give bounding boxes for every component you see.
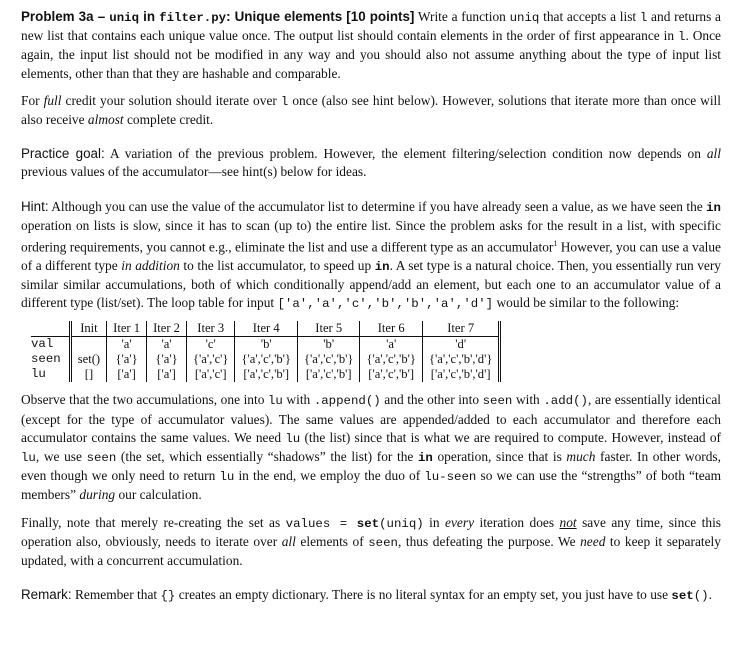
- table-cell: 'a': [147, 337, 187, 353]
- document-page: [21, 8, 721, 605]
- table-cell: {'a','c','b'}: [235, 352, 297, 367]
- table-cell: {'a','c','b'}: [360, 352, 422, 367]
- table-cell: 'd': [422, 337, 499, 353]
- loop-table: [31, 321, 501, 382]
- header-corner: [31, 321, 70, 337]
- table-row-lu: [31, 367, 500, 382]
- row-label: lu: [31, 367, 70, 382]
- remark-paragraph: Remark: Remember that {} creates an empty dictionary. There is no literal syntax for an empty set, you just have to use set().: [21, 587, 712, 604]
- hint-label: Hint:: [21, 198, 49, 214]
- table-cell: ['a','c']: [186, 367, 235, 382]
- table-cell: 'c': [186, 337, 235, 353]
- header-cell: Iter 6: [360, 321, 422, 337]
- problem-statement: Problem 3a – uniq in filter.py: Unique elements [10 points] Write a function uniq that accepts a list l and returns a new list that contains each unique value once. The output list should contain elements in the order of first appearance in l. Once again, the input list should not be modified in any way and you should also not assume anything about the type of input list elements, other than that they are hashable and comparable.: [21, 9, 721, 81]
- table-cell: []: [70, 367, 106, 382]
- table-cell: {'a','c','b','d'}: [422, 352, 499, 367]
- table-row-val: [31, 337, 500, 353]
- problem-title: Problem 3a – uniq in filter.py: Unique elements [10 points]: [21, 9, 415, 25]
- table-cell: {'a'}: [107, 352, 147, 367]
- table-cell: {'a','c','b'}: [297, 352, 359, 367]
- observe-paragraph: Observe that the two accumulations, one into lu with .append() and the other into seen with .add(), are essentially identical (except for the type of accumulator values). The same values are appended/added to each accumulator and therefore each accumulator contains the same values. We need lu (the list) since that is what we are required to compute. However, instead of lu, we use seen (the set, which essentially “shadows” the list) for the in operation, since that is much faster. In other words, even though we only need to return lu in the end, we employ the duo of lu-seen so we can use the “strengths” of both “team members” during our calculation.: [21, 392, 721, 503]
- header-cell: Iter 4: [235, 321, 297, 337]
- table-row-seen: [31, 352, 500, 367]
- table-cell: ['a','c','b']: [360, 367, 422, 382]
- header-cell: Iter 1: [107, 321, 147, 337]
- table-cell: ['a']: [107, 367, 147, 382]
- table-cell: 'b': [235, 337, 297, 353]
- table-cell: set(): [70, 352, 106, 367]
- table-cell: {'a'}: [147, 352, 187, 367]
- remark-label: Remark:: [21, 587, 72, 603]
- table-cell: ['a','c','b']: [297, 367, 359, 382]
- row-label: seen: [31, 352, 70, 367]
- practice-goal: Practice goal: A variation of the previous problem. However, the element filtering/selection condition now depends on all previous values of the accumulator—see hint(s) below for ideas.: [21, 146, 721, 180]
- table-cell: [70, 337, 106, 353]
- finally-paragraph: Finally, note that merely re-creating the set as values = set(uniq) in every iteration does not save any time, since this operation also, obviously, needs to iterate over all elements of seen, thus defeating the purpose. We need to keep it separately updated, with a concurrent accumulation.: [21, 514, 722, 568]
- hint-paragraph: Hint: Although you can use the value of the accumulator list to determine if you have already seen a value, as we have seen the in operation on lists is slow, since it has to scan (up to) the entire list. Since the problem asks for the result in a list, with specific ordering requirements, you cannot e.g., eliminate the list and use a different type as an accumulator$^1$ However, you can use a value of a different type in addition to the list accumulator, to speed up in. A set type is a natural choice. Then, you essentially run very similar similar accumulations, both of which conditionally append/add an element, but each one to an accumulator value of a different type (list/set). The loop table for input ['a','a','c','b','b','a','d'] would be similar to the following:: [21, 198, 721, 312]
- header-cell: Iter 5: [297, 321, 359, 337]
- practice-label: Practice goal:: [21, 146, 105, 162]
- table-cell: ['a','c','b']: [235, 367, 297, 382]
- table-cell: 'a': [360, 337, 422, 353]
- credit-paragraph: For full credit your solution should iterate over l once (also see hint below). However, solutions that iterate more than once will also receive almost complete credit.: [21, 92, 722, 128]
- header-cell: Iter 7: [422, 321, 499, 337]
- loop-table-header: [31, 321, 500, 337]
- footnote-marker: 1: [553, 239, 558, 249]
- table-cell: ['a']: [147, 367, 187, 382]
- table-cell: ['a','c','b','d']: [422, 367, 499, 382]
- header-cell: Iter 2: [147, 321, 187, 337]
- header-cell: Iter 3: [186, 321, 235, 337]
- header-cell: Init: [70, 321, 106, 337]
- table-cell: 'a': [107, 337, 147, 353]
- table-cell: 'b': [297, 337, 359, 353]
- row-label: val: [31, 337, 70, 353]
- table-cell: {'a','c'}: [186, 352, 235, 367]
